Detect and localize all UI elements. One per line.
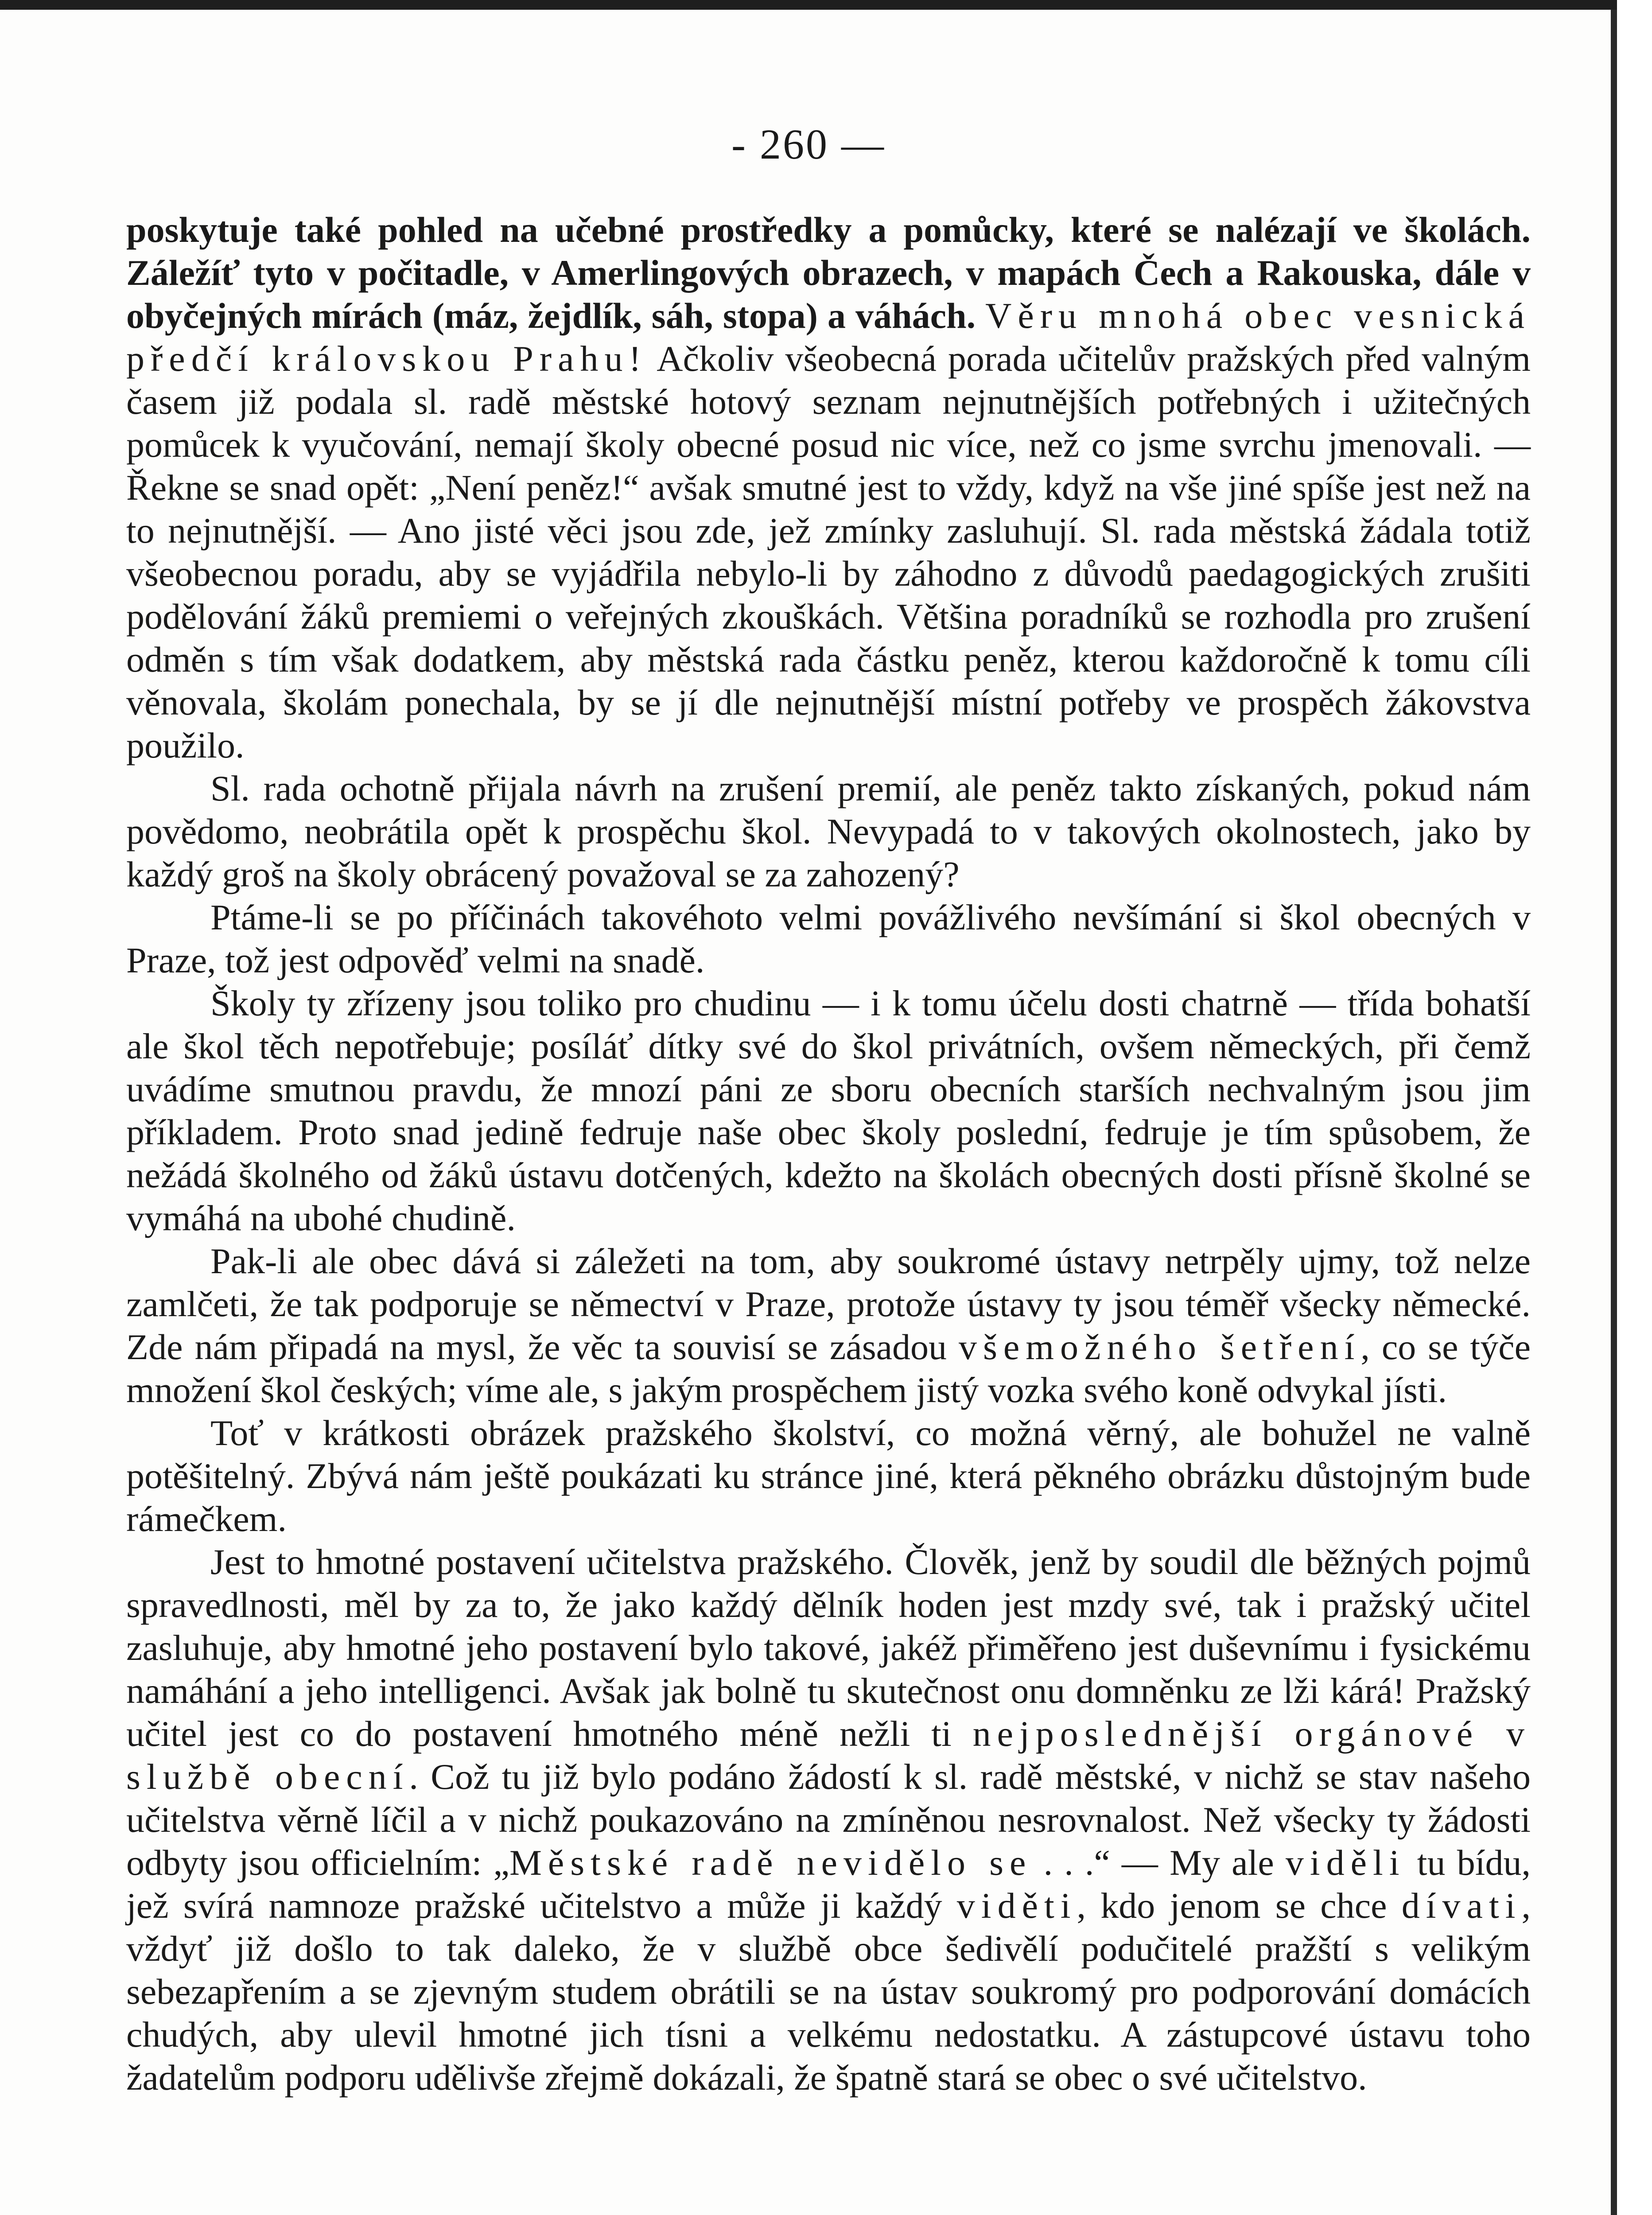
text-segment: poskytuje také pohled na učebné prostředky a pomůcky, které se nalézají ve školách. Záležíť tyto v počitadle, v Amerlingových obrazech, v mapách Čech a Rakouska, dále v obyčejných mírách (máz, žejdlík, sáh, stopa) a váhách.: [126, 210, 1531, 336]
paragraph: [126, 896, 1531, 982]
paragraph: [126, 1540, 1531, 2099]
paragraph: [126, 208, 1531, 767]
text-segment: Ačkoliv všeobecná porada učitelův pražských před valným časem již podala sl. radě městské hotový seznam nejnutnějších potřebných i užitečných pomůcek k vyučování, nemají školy obecné posud nic více, než co jsme svrchu jmenovali. — Řekne se snad opět: „Není peněz!“ avšak smutné jest to vždy, když na vše jiné spíše jest než na to nejnutnější. — Ano jisté věci jsou zde, jež zmínky zasluhují. Sl. rada městská žádala totiž všeobecnou poradu, aby se vyjádřila nebylo-li by záhodno z důvodů paedagogických zrušiti podělování žáků premiemi o veřejných zkouškách. Většina poradníků se rozhodla pro zrušení odměn s tím však dodatkem, aby městská rada částku peněz, kterou každoročně k tomu cíli věnovala, školám ponechala, by se jí dle nejnutnější místní potřeby ve prospěch žákovstva použilo.: [126, 338, 1531, 766]
text-segment: Městské radě nevidělo se: [509, 1842, 1032, 1883]
paragraph: [126, 767, 1531, 896]
text-segment: viděti: [956, 1885, 1077, 1926]
paragraph: [126, 1240, 1531, 1411]
text-segment: tu bídu, jež svírá namnoze pražské učitelstvo a může ji každý: [126, 1842, 1531, 1926]
text-segment: Ptáme-li se po příčinách takovéhoto velmi povážlivého nevšímání si škol obecných v Praze, tož jest odpověď velmi na snadě.: [126, 897, 1531, 980]
text-segment: . . .“ — My ale: [1032, 1842, 1286, 1883]
text-segment: Věru mnohá obec vesnická předčí královskou Prahu!: [126, 295, 1531, 379]
text-segment: Toť v krátkosti obrázek pražského školství, co možná věrný, ale bohužel ne valně potěšitelný. Zbývá nám ještě poukázati ku stránce jiné, která pěkného obrázku důstojným bude rámečkem.: [126, 1413, 1531, 1539]
text-segment: Sl. rada ochotně přijala návrh na zrušení premií, ale peněz takto získaných, pokud nám povědomo, neobrátila opět k prospěchu škol. Nevypadá to v takových okolnostech, jako by každý groš na školy obrácený považoval se za zahozený?: [126, 768, 1531, 894]
text-segment: viděli: [1285, 1842, 1406, 1883]
text-segment: všemožného šetření: [958, 1327, 1361, 1367]
text-segment: Pak-li ale obec dává si záležeti na tom, aby soukromé ústavy netrpěly ujmy, tož nelze zamlčeti, že tak podporuje se němectví v Praze, protože ústavy ty jsou téměř všecky německé. Zde nám připadá na mysl, že věc ta souvisí se zásadou: [126, 1241, 1531, 1367]
paragraph: [126, 1411, 1531, 1540]
text-segment: . Což tu již bylo podáno žádostí k sl. radě městské, v nichž se stav našeho učitelstva věrně líčil a v nichž poukazováno na zmíněnou nesrovnalost. Než všecky ty žádosti odbyty jsou officielním: „: [126, 1756, 1531, 1883]
text-segment: nejposlednější orgánové v službě obecní: [126, 1714, 1531, 1797]
top-border: [0, 0, 1617, 10]
scan-margin: [1617, 0, 1652, 2215]
text-segment: Školy ty zřízeny jsou toliko pro chudinu — i k tomu účelu dosti chatrně — třída bohatší ale škol těch nepotřebuje; posíláť dítky své do škol privátních, ovšem německých, při čemž uvádíme smutnou pravdu, že mnozí páni ze sboru obecních starších nechvalným jsou jim příkladem. Proto snad jedině fedruje naše obec školy poslední, fedruje je tím spůsobem, že nežádá školného od žáků ústavu dotčených, kdežto na školách obecných dosti přísně školné se vymáhá na ubohé chudině.: [126, 983, 1531, 1238]
paragraph: [126, 982, 1531, 1240]
page-number: - 260 —: [731, 120, 886, 168]
text-segment: , kdo jenom se chce: [1077, 1885, 1402, 1926]
text-segment: dívati: [1401, 1885, 1522, 1926]
body-text: [126, 208, 1531, 2099]
text-segment: , co se týče množení škol českých; víme ale, s jakým prospěchem jistý vozka svého koně odvykal jísti.: [126, 1327, 1531, 1410]
text-segment: , vždyť již došlo to tak daleko, že v službě obce šedivělí podučitelé pražští s velikým sebezapřením a se zjevným studem obrátili se na ústav soukromý pro podporování domácích chudých, aby ulevil hmotné jich tísni a velkému nedostatku. A zástupcové ústavu toho žadatelům podporu udělivše zřejmě dokázali, že špatně stará se obec o své učitelstvo.: [126, 1885, 1531, 2098]
text-segment: Jest to hmotné postavení učitelstva pražského. Člověk, jenž by soudil dle běžných pojmů spravedlnosti, měl by za to, že jako každý dělník hoden jest mzdy své, tak i pražský učitel zasluhuje, aby hmotné jeho postavení bylo takové, jakéž přiměřeno jest duševnímu i fysickému namáhání a jeho intelligenci. Avšak jak bolně tu skutečnost onu domněnku ze lži kárá! Pražský učitel jest co do postavení hmotného méně nežli ti: [126, 1542, 1531, 1754]
